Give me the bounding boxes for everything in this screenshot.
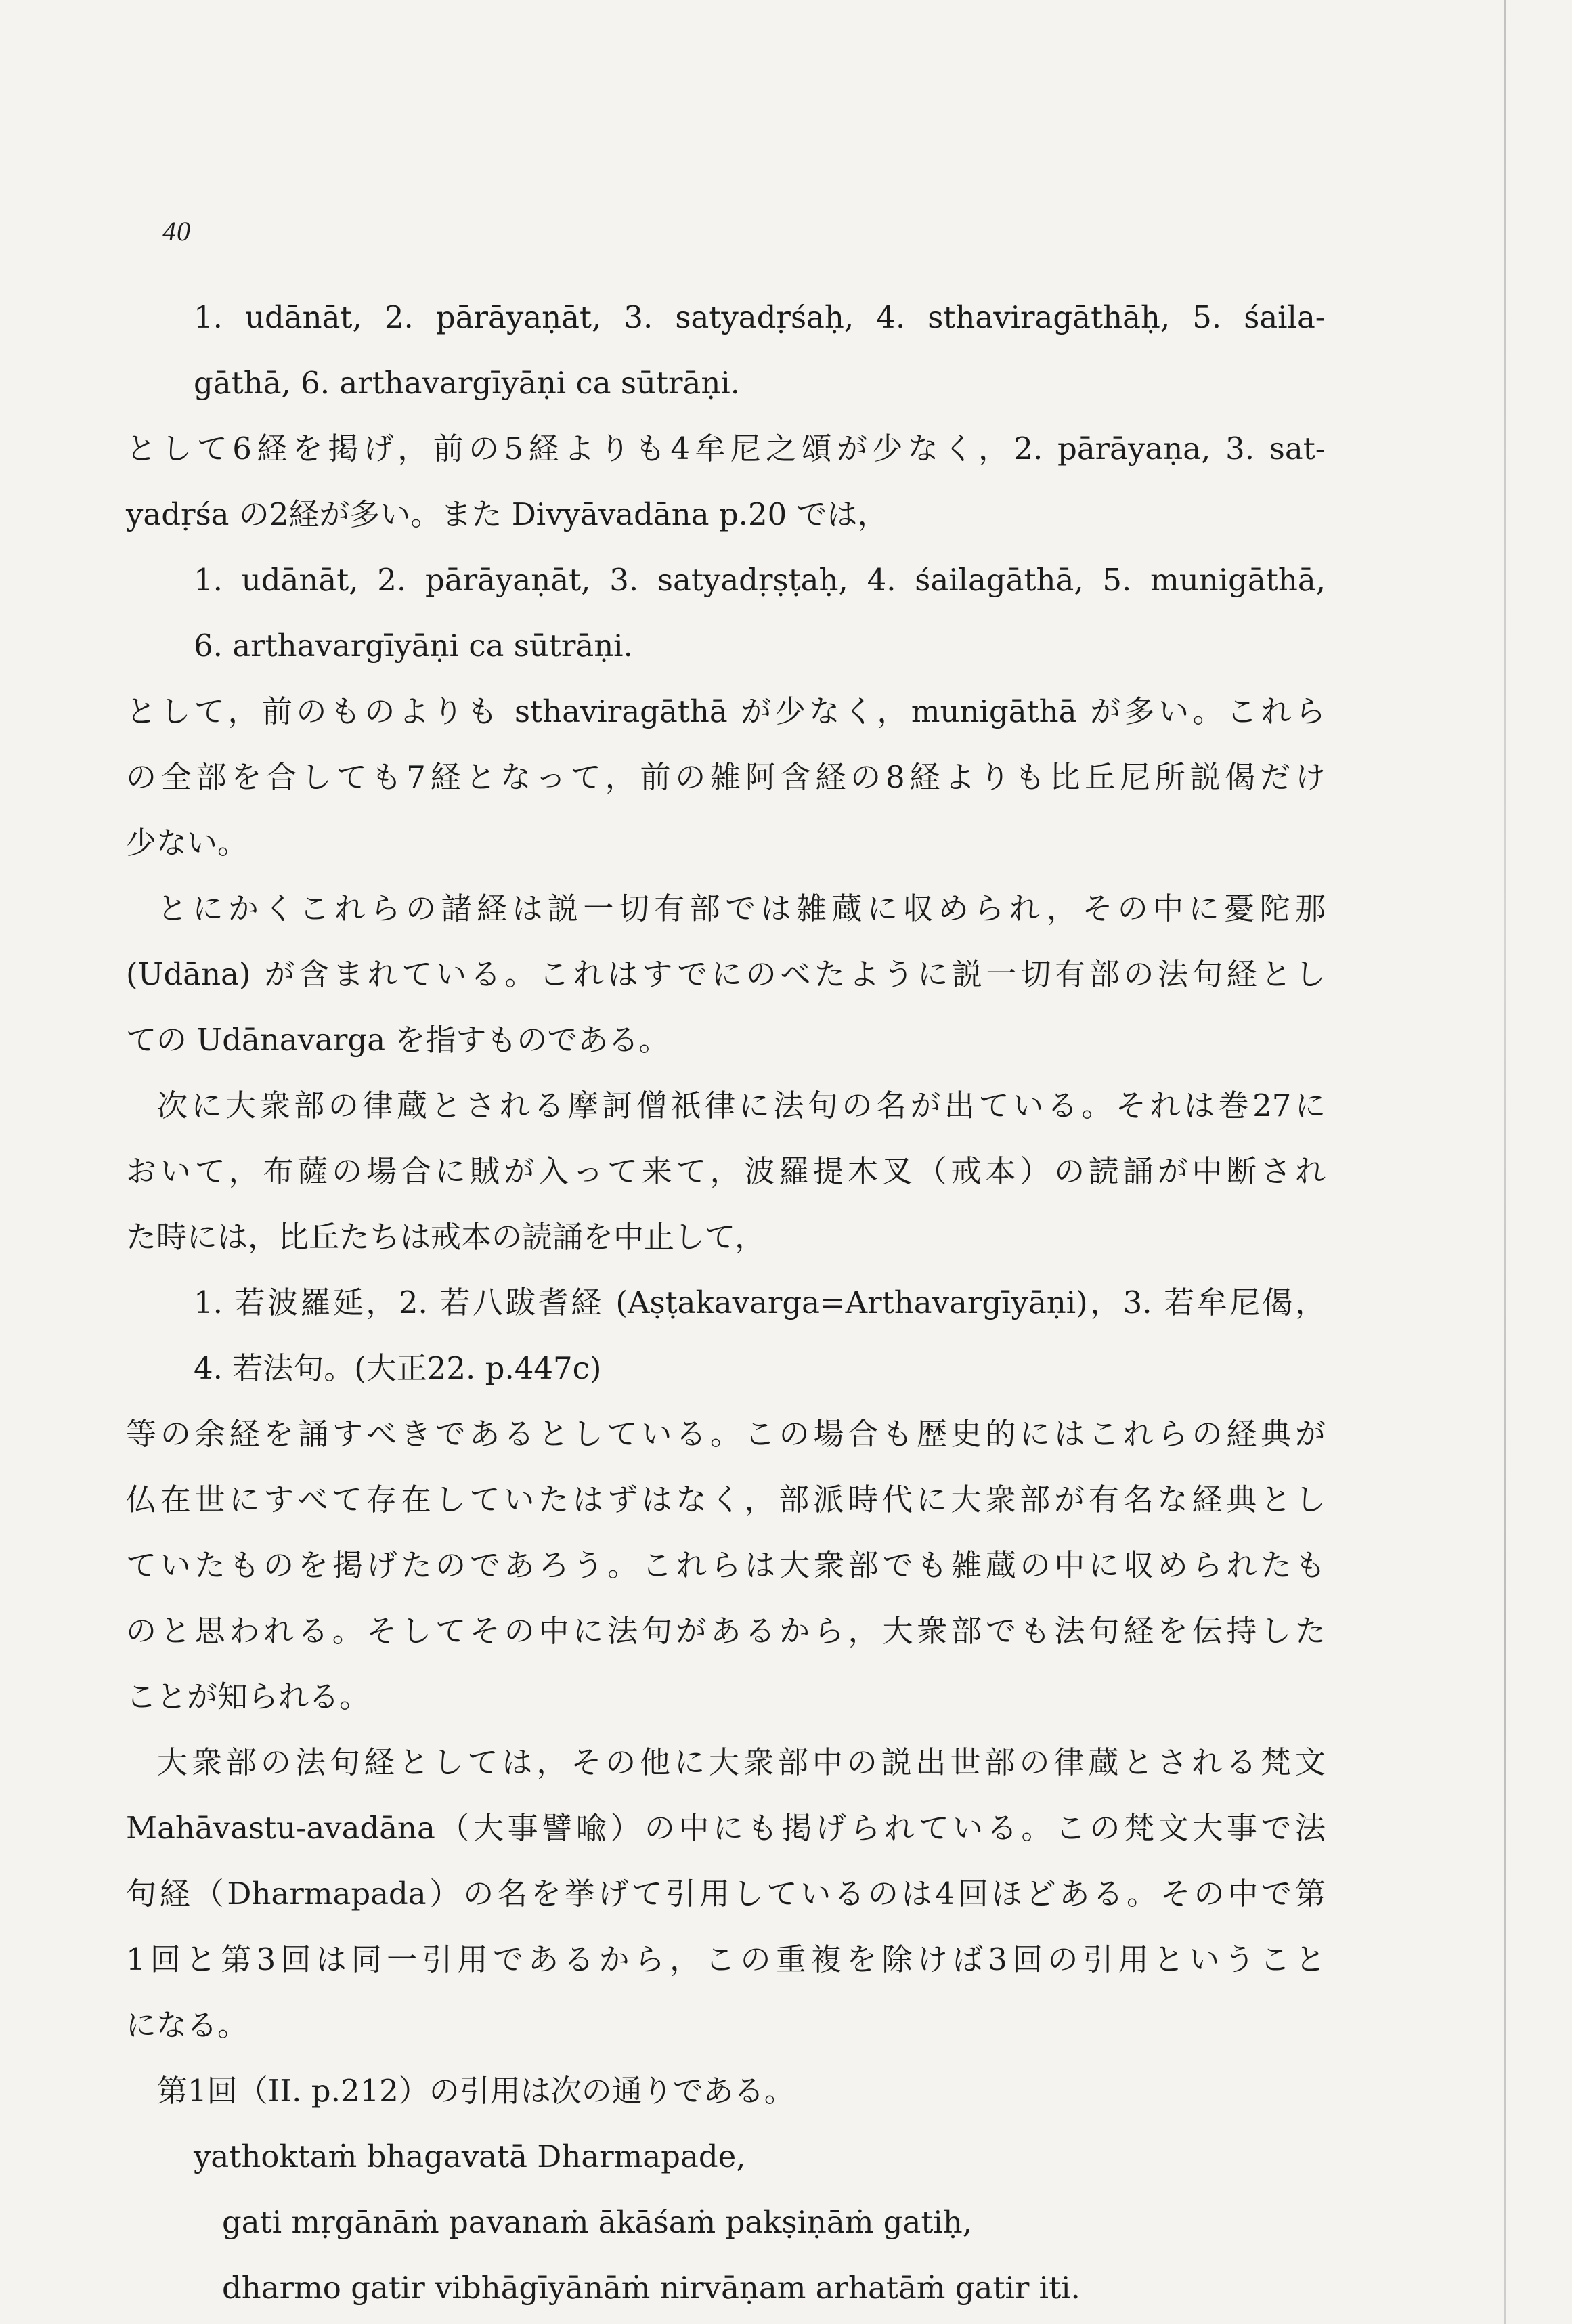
text-line: gāthā, 6. arthavargīyāṇi ca sūtrāṇi. xyxy=(194,365,741,401)
page-number: 40 xyxy=(162,216,191,246)
text-line: た時には，比丘たちは戒本の読誦を中止して， xyxy=(126,1219,766,1255)
text-line: ことが知られる。 xyxy=(126,1679,370,1715)
text-line: dharmo gatir vibhāgīyānāṁ nirvāṇam arhatāṁ gatir iti. xyxy=(222,2270,1080,2306)
text-line: yathoktaṁ bhagavatā Dharmapade, xyxy=(194,2138,746,2174)
text-line: 1. 若波羅延，2. 若八跋耆経 (Aṣṭakavarga=Arthavargīyāṇi)，3. 若牟尼偈， xyxy=(194,1285,1326,1320)
text-line: 第1回（II. p.212）の引用は次の通りである。 xyxy=(157,2073,795,2109)
text-line: Mahāvastu-avadāna（大事譬喩）の中にも掲げられている。この梵文大事で法 xyxy=(126,1810,1326,1846)
text-line: の全部を合しても7経となって，前の雑阿含経の8経よりも比丘尼所説偈だけ xyxy=(126,759,1326,795)
text-line: おいて，布薩の場合に賊が入って来て，波羅提木叉（戒本）の読誦が中断され xyxy=(126,1153,1326,1189)
text-line: 少ない。 xyxy=(126,825,248,861)
text-line: とにかくこれらの諸経は説一切有部では雑蔵に収められ，その中に憂陀那 xyxy=(157,890,1326,926)
text-line: 仏在世にすべて存在していたはずはなく，部派時代に大衆部が有名な経典とし xyxy=(126,1482,1326,1518)
text-line: として，前のものよりも sthaviragāthā が少なく，munigāthā が多い。これら xyxy=(126,693,1326,729)
text-line: になる。 xyxy=(126,2007,248,2043)
text-line: 1回と第3回は同一引用であるから，この重複を除けば3回の引用ということ xyxy=(126,1941,1326,1977)
scan-edge-line xyxy=(1504,0,1506,2324)
body-text xyxy=(126,284,1326,2321)
text-line: (Udāna) が含まれている。これはすでにのべたように説一切有部の法句経とし xyxy=(126,956,1326,992)
text-line: ていたものを掲げたのであろう。これらは大衆部でも雑蔵の中に収められたも xyxy=(126,1547,1326,1583)
text-line: 大衆部の法句経としては，その他に大衆部中の説出世部の律蔵とされる梵文 xyxy=(157,1744,1326,1780)
text-line: 6. arthavargīyāṇi ca sūtrāṇi. xyxy=(194,628,633,664)
text-line: 1. udānāt, 2. pārāyaṇāt, 3. satyadṛṣṭaḥ, 4. śailagāthā, 5. munigāthā, xyxy=(194,562,1326,598)
text-line: 4. 若法句。(大正22. p.447c) xyxy=(194,1350,602,1386)
text-line: 等の余経を誦すべきであるとしている。この場合も歴史的にはこれらの経典が xyxy=(126,1416,1326,1452)
text-line: として6経を掲げ，前の5経よりも4牟尼之頌が少なく，2. pārāyaṇa, 3. sat- xyxy=(126,431,1326,467)
text-line: 次に大衆部の律蔵とされる摩訶僧祇律に法句の名が出ている。それは巻27に xyxy=(157,1088,1326,1123)
text-line: 句経（Dharmapada）の名を挙げて引用しているのは4回ほどある。その中で第 xyxy=(126,1876,1326,1912)
text-line: gati mṛgānāṁ pavanaṁ ākāśaṁ pakṣiṇāṁ gatiḥ, xyxy=(222,2204,973,2240)
text-line: ての Udānavarga を指すものである。 xyxy=(126,1022,670,1058)
text-line: yadṛśa の2経が多い。また Divyāvadāna p.20 では， xyxy=(126,496,888,532)
text-line: のと思われる。そしてその中に法句があるから，大衆部でも法句経を伝持した xyxy=(126,1613,1326,1649)
text-line: 1. udānāt, 2. pārāyaṇāt, 3. satyadṛśaḥ, 4. sthaviragāthāḥ, 5. śaila- xyxy=(194,299,1326,335)
